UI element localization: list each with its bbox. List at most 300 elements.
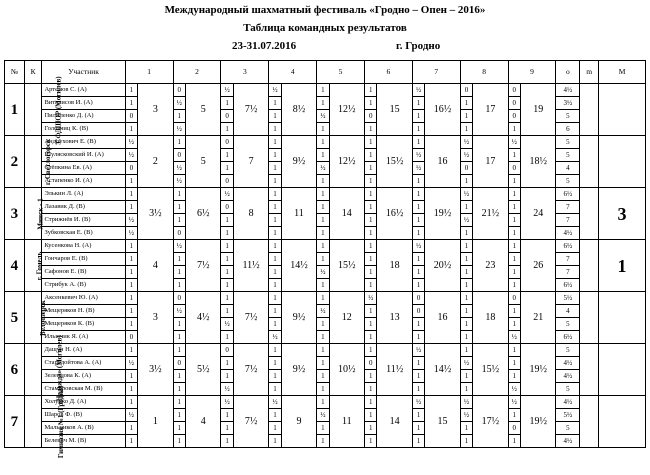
game-result: 1 <box>317 344 329 357</box>
game-result: 1 <box>269 266 281 279</box>
round-total: 3 <box>138 84 173 136</box>
game-result: ½ <box>269 396 281 409</box>
player-points: 4½ <box>556 435 580 448</box>
game-result: 0 <box>221 110 233 123</box>
game-result: 1 <box>173 136 185 149</box>
game-result: 1 <box>317 370 329 383</box>
player-name: Лазавик Д. (В) <box>42 201 125 214</box>
game-result: 1 <box>221 149 233 162</box>
game-result: ½ <box>269 331 281 344</box>
game-result: 0 <box>508 162 520 175</box>
game-result: 0 <box>508 422 520 435</box>
game-result: 1 <box>269 162 281 175</box>
game-result: ½ <box>460 149 472 162</box>
col-m: m <box>580 61 599 84</box>
game-result: 1 <box>269 188 281 201</box>
game-result: 0 <box>508 97 520 110</box>
game-result: ½ <box>364 292 376 305</box>
round-total: 19½ <box>521 396 556 448</box>
game-result: 1 <box>364 201 376 214</box>
game-result: 1 <box>269 370 281 383</box>
game-result: 0 <box>125 331 137 344</box>
round-total: 21 <box>521 292 556 344</box>
game-result: 1 <box>125 383 137 396</box>
game-result: 1 <box>221 292 233 305</box>
game-result: 1 <box>508 318 520 331</box>
game-result: 0 <box>173 227 185 240</box>
game-result: 1 <box>412 435 424 448</box>
game-result: 1 <box>221 240 233 253</box>
game-result: 1 <box>412 422 424 435</box>
player-points: 5 <box>556 110 580 123</box>
game-result: 1 <box>173 318 185 331</box>
round-total: 8½ <box>281 84 316 136</box>
team-m <box>580 396 599 448</box>
game-result: 0 <box>412 305 424 318</box>
game-result: 1 <box>364 318 376 331</box>
game-result: ½ <box>508 136 520 149</box>
game-result: 1 <box>412 266 424 279</box>
tournament-title: Международный шахматный фестиваль «Гродно – Опен – 2016» <box>164 4 486 16</box>
round-total: 11 <box>281 188 316 240</box>
game-result: 1 <box>173 279 185 292</box>
game-result: 1 <box>125 201 137 214</box>
game-result: 1 <box>269 97 281 110</box>
game-result: 1 <box>269 344 281 357</box>
round-total: 26 <box>521 240 556 292</box>
game-result: ½ <box>317 305 329 318</box>
game-result: 1 <box>508 188 520 201</box>
game-result: 1 <box>173 344 185 357</box>
round-total: 5 <box>186 136 221 188</box>
player-name: Стародойтова А. (А) <box>42 357 125 370</box>
game-result: 1 <box>125 97 137 110</box>
player-points: 4½ <box>556 357 580 370</box>
game-result: 1 <box>125 396 137 409</box>
game-result: 1 <box>460 240 472 253</box>
round-total: 16½ <box>425 84 460 136</box>
game-result: 1 <box>508 123 520 136</box>
team-name <box>24 240 42 292</box>
table-row <box>5 396 646 409</box>
team-name-label: СФДШОР (Могилев) <box>54 75 63 144</box>
game-result: 1 <box>412 357 424 370</box>
round-total: 18½ <box>521 136 556 188</box>
game-result: ½ <box>412 344 424 357</box>
game-result: ½ <box>508 331 520 344</box>
game-result: ½ <box>221 188 233 201</box>
game-result: 1 <box>364 149 376 162</box>
game-result: 1 <box>412 201 424 214</box>
game-result: 1 <box>412 214 424 227</box>
game-result: 1 <box>317 175 329 188</box>
round-total: 10½ <box>329 344 364 396</box>
game-result: ½ <box>412 396 424 409</box>
player-points: 4½ <box>556 84 580 97</box>
round-total: 24 <box>521 188 556 240</box>
game-result: 1 <box>317 201 329 214</box>
game-result: 0 <box>460 162 472 175</box>
player-name: Аксенкевич Ю. (А) <box>42 292 125 305</box>
team-name-label: г. Светлогорск <box>43 138 52 185</box>
team-m <box>580 344 599 396</box>
game-result: 1 <box>508 149 520 162</box>
game-result: 1 <box>412 370 424 383</box>
game-result: 1 <box>221 435 233 448</box>
player-points: 6½ <box>556 331 580 344</box>
game-result: 1 <box>317 97 329 110</box>
team-place <box>599 396 646 448</box>
game-result: 1 <box>221 227 233 240</box>
game-result: 0 <box>508 110 520 123</box>
game-result: 1 <box>269 318 281 331</box>
team-m <box>580 188 599 240</box>
game-result: 1 <box>317 84 329 97</box>
game-result: 1 <box>364 84 376 97</box>
player-points: 4½ <box>556 227 580 240</box>
player-name: Мещеряков Н. (В) <box>42 305 125 318</box>
game-result: ½ <box>125 357 137 370</box>
table-row <box>5 240 646 253</box>
game-result: 1 <box>173 435 185 448</box>
player-name: Пилипенко Д. (А) <box>42 110 125 123</box>
game-result: ½ <box>412 149 424 162</box>
game-result: 1 <box>221 409 233 422</box>
round-total: 16 <box>425 292 460 344</box>
game-result: 1 <box>364 214 376 227</box>
player-points: 7 <box>556 214 580 227</box>
player-name: Андрухович Е. (В) <box>42 136 125 149</box>
game-result: 1 <box>412 136 424 149</box>
table-row <box>5 136 646 149</box>
game-result: 1 <box>364 227 376 240</box>
player-points: 5 <box>556 344 580 357</box>
round-total: 17½ <box>473 396 508 448</box>
col-round-3: 3 <box>221 61 269 84</box>
game-result: 1 <box>460 305 472 318</box>
game-result: 1 <box>364 162 376 175</box>
tournament-dates: 23-31.07.2016 <box>232 40 297 52</box>
player-name: Артемов С. (А) <box>42 84 125 97</box>
round-total: 14 <box>329 188 364 240</box>
game-result: 1 <box>508 357 520 370</box>
game-result: 1 <box>317 357 329 370</box>
player-points: 5 <box>556 383 580 396</box>
game-result: 1 <box>173 266 185 279</box>
game-result: 1 <box>221 162 233 175</box>
round-total: 15 <box>377 84 412 136</box>
game-result: ½ <box>173 305 185 318</box>
game-result: 1 <box>364 396 376 409</box>
game-result: 0 <box>412 292 424 305</box>
game-result: 1 <box>508 409 520 422</box>
game-result: ½ <box>221 318 233 331</box>
team-number: 6 <box>5 344 25 396</box>
game-result: 1 <box>269 409 281 422</box>
game-result: 1 <box>412 409 424 422</box>
player-name: Холупко Д. (А) <box>42 396 125 409</box>
game-result: 0 <box>125 162 137 175</box>
game-result: ½ <box>460 396 472 409</box>
game-result: 1 <box>460 266 472 279</box>
player-name: Зеленцова К. (А) <box>42 370 125 383</box>
game-result: 1 <box>412 188 424 201</box>
game-result: 1 <box>221 370 233 383</box>
player-name: Сафонов Е. (В) <box>42 266 125 279</box>
player-points: 5 <box>556 318 580 331</box>
team-place <box>599 344 646 396</box>
col-round-4: 4 <box>269 61 317 84</box>
round-total: 7½ <box>186 240 221 292</box>
game-result: 1 <box>317 279 329 292</box>
player-name: Виталисов И. (А) <box>42 97 125 110</box>
game-result: 1 <box>221 305 233 318</box>
player-name: Зубковская Е. (В) <box>42 227 125 240</box>
player-name: Стрижнёв И. (В) <box>42 214 125 227</box>
game-result: 1 <box>269 110 281 123</box>
round-total: 15½ <box>377 136 412 188</box>
game-result: 1 <box>317 214 329 227</box>
game-result: 1 <box>364 305 376 318</box>
round-total: 9½ <box>281 344 316 396</box>
player-points: 4½ <box>556 370 580 383</box>
round-total: 3½ <box>138 188 173 240</box>
player-points: 4½ <box>556 396 580 409</box>
round-total: 20½ <box>425 240 460 292</box>
game-result: 1 <box>269 149 281 162</box>
game-result: 1 <box>508 370 520 383</box>
round-total: 5 <box>186 84 221 136</box>
player-points: 7 <box>556 253 580 266</box>
game-result: ½ <box>317 110 329 123</box>
game-result: 1 <box>508 253 520 266</box>
game-result: ½ <box>508 396 520 409</box>
player-points: 4 <box>556 305 580 318</box>
game-result: 1 <box>508 227 520 240</box>
game-result: ½ <box>508 383 520 396</box>
col-no: № <box>5 61 25 84</box>
player-name: Кусенкова Н. (А) <box>42 240 125 253</box>
round-total: 12½ <box>329 136 364 188</box>
table-row <box>5 84 646 97</box>
game-result: 1 <box>460 435 472 448</box>
player-points: 6½ <box>556 188 580 201</box>
game-result: 1 <box>460 97 472 110</box>
round-total: 12 <box>329 292 364 344</box>
game-result: 1 <box>125 84 137 97</box>
team-place: 1 <box>599 240 646 292</box>
game-result: ½ <box>125 149 137 162</box>
game-result: 0 <box>173 357 185 370</box>
game-result: 1 <box>364 240 376 253</box>
player-name: Мальников А. (В) <box>42 422 125 435</box>
team-number: 2 <box>5 136 25 188</box>
game-result: 1 <box>317 149 329 162</box>
game-result: 1 <box>173 110 185 123</box>
game-result: 1 <box>364 266 376 279</box>
game-result: 1 <box>508 266 520 279</box>
game-result: 1 <box>364 370 376 383</box>
game-result: 0 <box>221 136 233 149</box>
game-result: 1 <box>269 435 281 448</box>
round-total: 15½ <box>329 240 364 292</box>
game-result: 0 <box>173 292 185 305</box>
team-name-label: г. Гомель <box>35 251 44 280</box>
player-points: 5 <box>556 136 580 149</box>
col-participant: Участник <box>42 61 125 84</box>
game-result: 1 <box>364 175 376 188</box>
col-round-6: 6 <box>364 61 412 84</box>
game-result: 1 <box>317 318 329 331</box>
table-subtitle: Таблица командных результатов <box>243 22 407 34</box>
round-total: 7 <box>233 136 268 188</box>
game-result: 1 <box>221 214 233 227</box>
game-result: 1 <box>173 383 185 396</box>
round-total: 9 <box>281 396 316 448</box>
player-name: Стрибук А. (В) <box>42 279 125 292</box>
team-number: 3 <box>5 188 25 240</box>
team-name-label: Минск - 1 <box>36 197 45 230</box>
round-total: 18 <box>473 292 508 344</box>
game-result: 1 <box>508 344 520 357</box>
game-result: 1 <box>269 227 281 240</box>
player-points: 6½ <box>556 279 580 292</box>
game-result: 1 <box>460 318 472 331</box>
game-result: 1 <box>364 123 376 136</box>
game-result: ½ <box>317 162 329 175</box>
team-name-label: Гимназия №1 (Гродно) <box>56 385 65 458</box>
player-name: Дащун Н. (А) <box>42 344 125 357</box>
game-result: 0 <box>221 201 233 214</box>
col-round-7: 7 <box>412 61 460 84</box>
player-points: 6 <box>556 123 580 136</box>
game-result: 1 <box>269 292 281 305</box>
game-result: 1 <box>364 253 376 266</box>
game-result: ½ <box>221 84 233 97</box>
round-total: 7½ <box>233 344 268 396</box>
team-place: 3 <box>599 188 646 240</box>
round-total: 13 <box>377 292 412 344</box>
game-result: 1 <box>508 240 520 253</box>
game-result: 1 <box>364 422 376 435</box>
game-result: ½ <box>412 240 424 253</box>
round-total: 3½ <box>138 344 173 396</box>
game-result: 1 <box>221 253 233 266</box>
round-total: 15 <box>425 396 460 448</box>
round-total: 11 <box>329 396 364 448</box>
game-result: 1 <box>317 435 329 448</box>
game-result: ½ <box>125 409 137 422</box>
game-result: 1 <box>269 201 281 214</box>
game-result: ½ <box>173 123 185 136</box>
game-result: 1 <box>460 110 472 123</box>
game-result: 1 <box>317 422 329 435</box>
player-name: Элькин Л. (А) <box>42 188 125 201</box>
round-total: 16 <box>425 136 460 188</box>
round-total: 21½ <box>473 188 508 240</box>
game-result: 1 <box>173 409 185 422</box>
player-points: 5 <box>556 149 580 162</box>
game-result: 1 <box>412 383 424 396</box>
game-result: 1 <box>460 253 472 266</box>
round-total: 14½ <box>281 240 316 292</box>
game-result: 1 <box>460 201 472 214</box>
game-result: 1 <box>125 253 137 266</box>
team-place <box>599 84 646 136</box>
game-result: 1 <box>125 422 137 435</box>
col-round-5: 5 <box>317 61 365 84</box>
round-total: 4½ <box>186 292 221 344</box>
game-result: 1 <box>412 175 424 188</box>
table-row <box>5 344 646 357</box>
round-total: 7½ <box>233 396 268 448</box>
game-result: 0 <box>508 292 520 305</box>
round-total: 12½ <box>329 84 364 136</box>
game-result: ½ <box>460 214 472 227</box>
round-total: 15½ <box>473 344 508 396</box>
game-result: ½ <box>125 227 137 240</box>
round-total: 16½ <box>377 188 412 240</box>
game-result: 1 <box>317 123 329 136</box>
game-result: 1 <box>125 435 137 448</box>
round-total: 11½ <box>377 344 412 396</box>
header-row <box>5 61 646 84</box>
team-name <box>24 136 52 188</box>
game-result: 1 <box>125 305 137 318</box>
game-result: ½ <box>317 266 329 279</box>
game-result: 0 <box>364 357 376 370</box>
col-round-8: 8 <box>460 61 508 84</box>
player-name: Шулясковский И. (А) <box>42 149 125 162</box>
team-m <box>580 240 599 292</box>
game-result: 1 <box>125 370 137 383</box>
team-name <box>24 188 45 240</box>
team-name <box>24 75 63 144</box>
game-result: 1 <box>364 279 376 292</box>
game-result: 1 <box>412 123 424 136</box>
game-result: 1 <box>508 305 520 318</box>
round-total: 3 <box>138 292 173 344</box>
team-place <box>599 136 646 188</box>
game-result: 1 <box>173 201 185 214</box>
game-result: 1 <box>364 331 376 344</box>
player-points: 5½ <box>556 292 580 305</box>
game-result: 1 <box>317 136 329 149</box>
player-points: 5 <box>556 422 580 435</box>
game-result: 1 <box>221 266 233 279</box>
round-total: 19½ <box>521 344 556 396</box>
game-result: 1 <box>173 422 185 435</box>
game-result: ½ <box>460 409 472 422</box>
game-result: 0 <box>173 84 185 97</box>
game-result: 1 <box>269 136 281 149</box>
game-result: 1 <box>460 331 472 344</box>
game-result: 1 <box>125 188 137 201</box>
game-result: 0 <box>221 344 233 357</box>
round-total: 7½ <box>233 292 268 344</box>
game-result: 1 <box>412 253 424 266</box>
game-result: 1 <box>269 253 281 266</box>
team-m <box>580 136 599 188</box>
table-row <box>5 292 646 305</box>
game-result: ½ <box>173 175 185 188</box>
game-result: 1 <box>508 201 520 214</box>
game-result: 1 <box>412 97 424 110</box>
game-result: 1 <box>460 422 472 435</box>
game-result: 1 <box>317 253 329 266</box>
game-result: 1 <box>508 214 520 227</box>
game-result: 1 <box>508 435 520 448</box>
